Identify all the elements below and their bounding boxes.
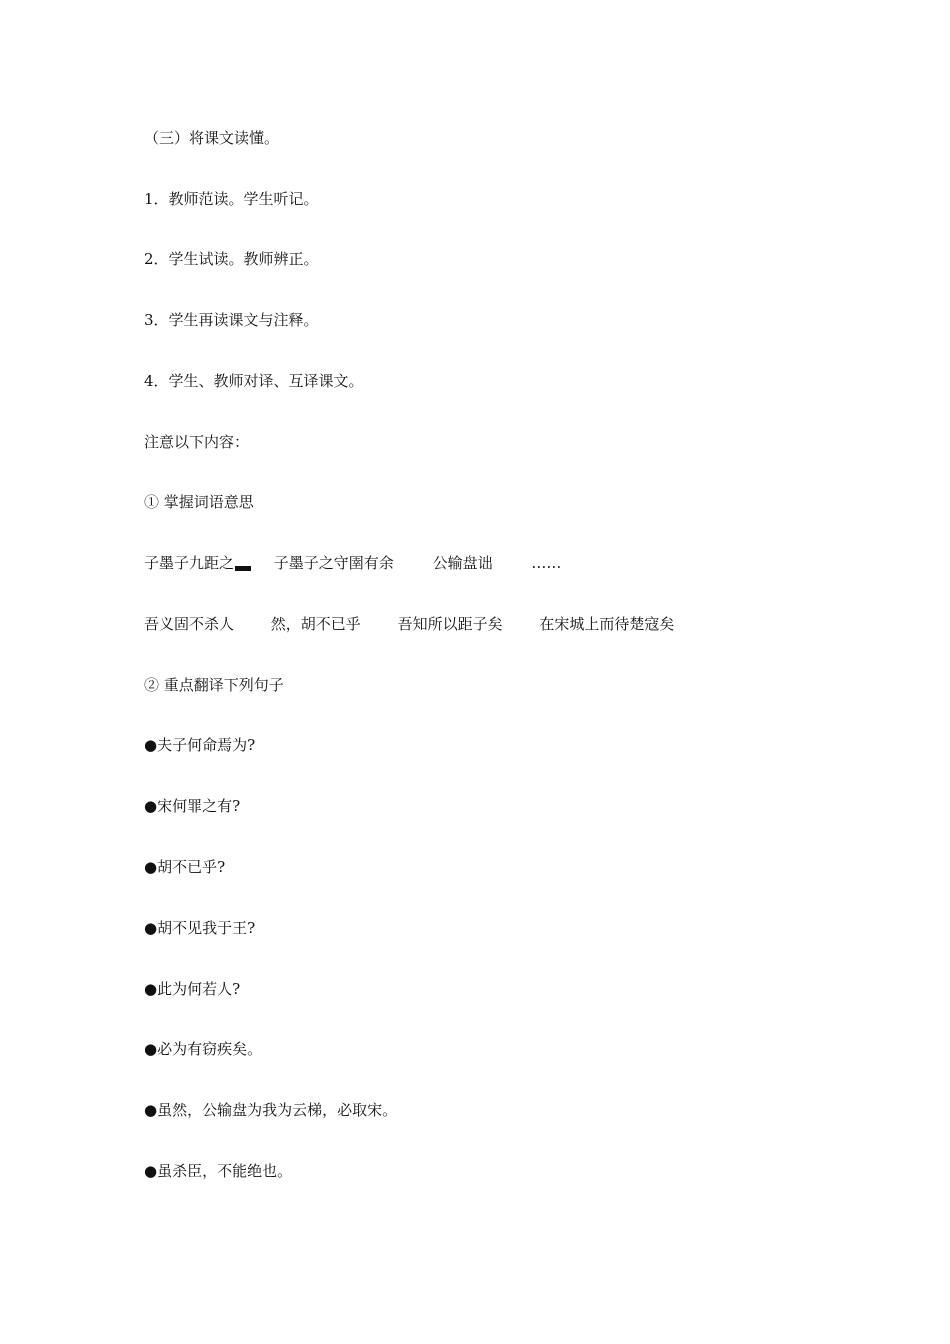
vocab-item: 吾知所以距子矣	[397, 615, 503, 633]
vocab-item: 然，胡不已乎	[270, 615, 361, 633]
step-4: 4．学生、教师对译、互译课文。	[144, 372, 364, 390]
step-1: 1．教师范读。学生听记。	[144, 190, 319, 208]
step-3: 3．学生再读课文与注释。	[144, 311, 319, 329]
sentence-item: ●宋何罪之有?	[144, 797, 241, 815]
vocab-item: 子墨子九距之	[144, 554, 235, 572]
sentence-item: ●虽然，公输盘为我为云梯，必取宋。	[144, 1101, 398, 1119]
note-heading: 注意以下内容：	[144, 433, 250, 451]
sentence-item: ●虽杀臣，不能绝也。	[144, 1162, 293, 1180]
vocab-ellipsis: ……	[531, 554, 562, 572]
step-2: 2．学生试读。教师辨正。	[144, 250, 319, 268]
sentence-item: ●必为有窃疾矣。	[144, 1040, 263, 1058]
sentence-item: ●胡不见我于王?	[144, 919, 256, 937]
sentence-item: ●此为何若人?	[144, 980, 241, 998]
vocab-item: 公输盘诎	[432, 554, 493, 572]
underline-mark-icon	[235, 566, 251, 571]
section-heading: （三）将课文读懂。	[144, 129, 280, 147]
sentence-item: ●胡不已乎?	[144, 858, 226, 876]
vocab-row-2	[144, 614, 674, 634]
vocab-row-1	[144, 553, 561, 573]
part2-heading: ② 重点翻译下列句子	[144, 676, 284, 694]
vocab-item: 吾义固不杀人	[144, 615, 235, 633]
vocab-item: 子墨子之守圉有余	[273, 554, 394, 572]
vocab-item: 在宋城上而待楚寇矣	[539, 615, 675, 633]
sentence-item: ●夫子何命焉为?	[144, 736, 256, 754]
part1-heading: ① 掌握词语意思	[144, 493, 254, 511]
